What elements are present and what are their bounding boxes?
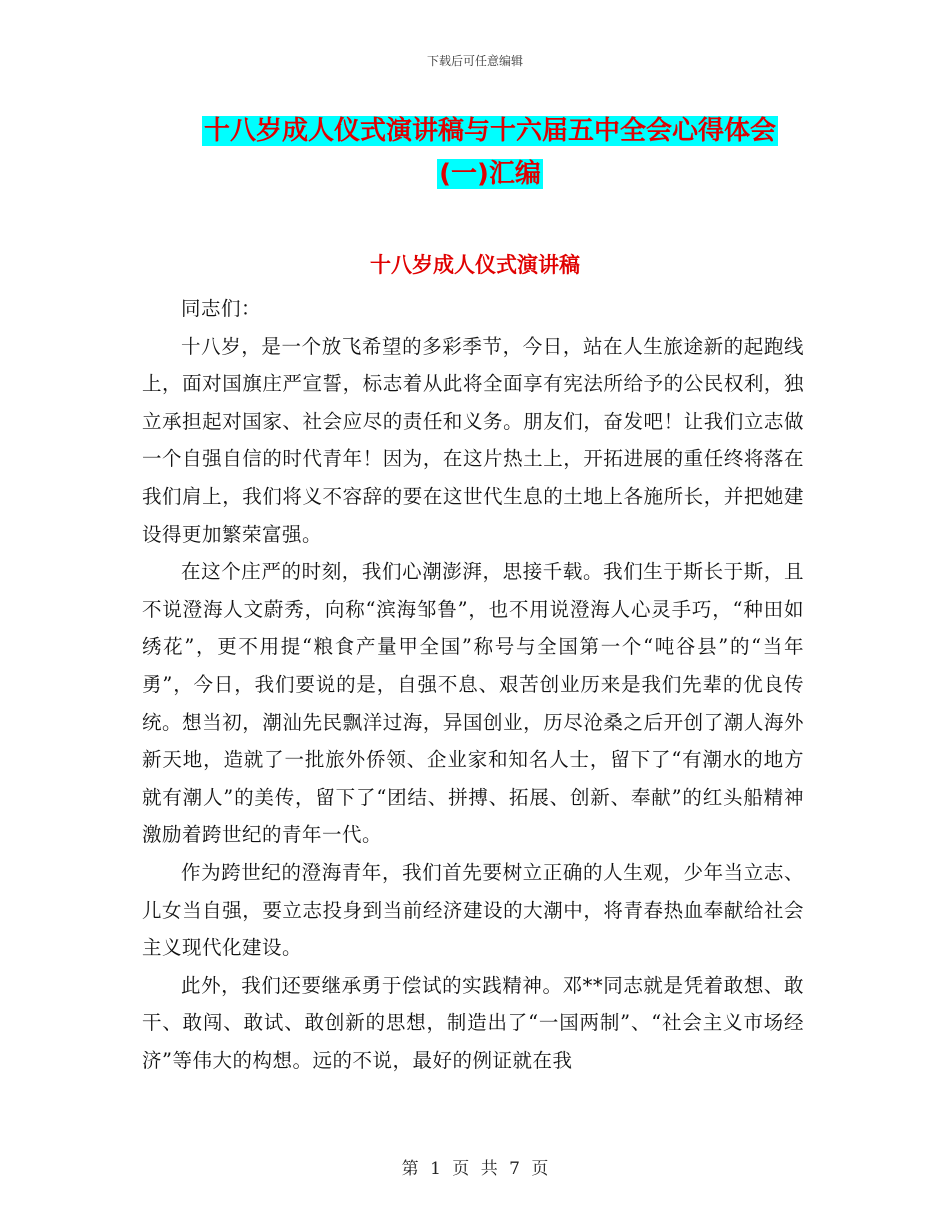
- body-text: [142, 290, 804, 1079]
- paragraph: 在这个庄严的时刻，我们心潮澎湃，思接千载。我们生于斯长于斯，且不说澄海人文蔚秀，向称“滨海邹鲁”，也不用说澄海人心灵手巧，“种田如绣花”，更不用提“粮食产量甲全国”称号与全国第一个“吨谷县”的“当年勇”，今日，我们要说的是，自强不息、艰苦创业历来是我们先辈的优良传统。想当初，潮汕先民飘洋过海，异国创业，历尽沧桑之后开创了潮人海外新天地，造就了一批旅外侨领、企业家和知名人士，留下了“有潮水的地方就有潮人”的美传，留下了“团结、拼搏、拓展、创新、奉献”的红头船精神激励着跨世纪的青年一代。: [142, 560, 804, 847]
- page-footer: 第 1 页 共 7 页: [401, 1159, 549, 1179]
- paragraph: 十八岁，是一个放飞希望的多彩季节，今日，站在人生旅途新的起跑线上，面对国旗庄严宣誓，标志着从此将全面享有宪法所给予的公民权利，独立承担起对国家、社会应尽的责任和义务。朋友们，奋发吧！让我们立志做一个自强自信的时代青年！因为，在这片热土上，开拓进展的重任终将落在我们肩上，我们将义不容辞的要在这世代生息的土地上各施所长，并把她建设得更加繁荣富强。: [142, 334, 804, 546]
- document-title: [140, 110, 840, 196]
- section-title: 十八岁成人仪式演讲稿: [370, 253, 580, 277]
- header-note: 下载后可任意编辑: [426, 54, 523, 68]
- paragraph: 此外，我们还要继承勇于偿试的实践精神。邓**同志就是凭着敢想、敢干、敢闯、敢试、敢创新的思想，制造出了“一国两制”、“社会主义市场经济”等伟大的构想。远的不说，最好的例证就在我: [142, 973, 804, 1072]
- paragraph: 作为跨世纪的澄海青年，我们首先要树立正确的人生观，少年当立志、儿女当自强，要立志投身到当前经济建设的大潮中，将青春热血奉献给社会主义现代化建设。: [142, 860, 804, 960]
- paragraph-salutation: 同志们：: [181, 297, 262, 320]
- title-line-2: (一)汇编: [439, 159, 541, 189]
- title-line-1: 十八岁成人仪式演讲稿与十六届五中全会心得体会: [203, 116, 776, 146]
